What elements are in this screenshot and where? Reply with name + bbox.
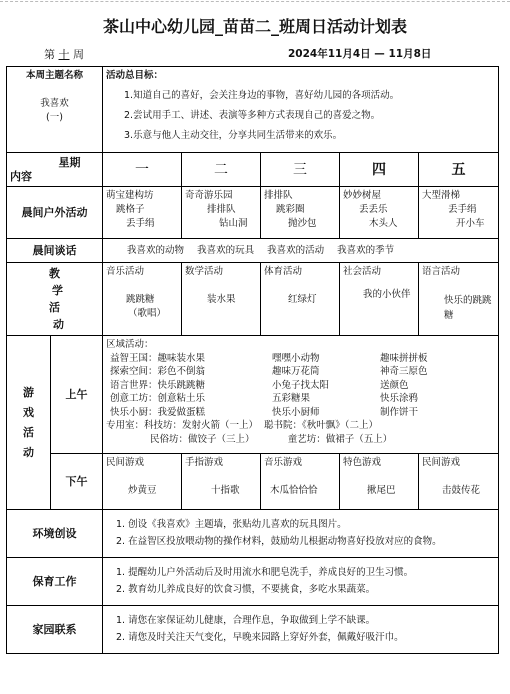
teaching-label <box>7 263 103 336</box>
teaching-content: 红绿灯 <box>288 294 317 305</box>
area-item: 神奇三原色 <box>380 366 428 377</box>
area-row <box>106 379 495 393</box>
pm-cell <box>340 454 419 510</box>
day-3: 三 <box>261 153 340 187</box>
environment-item: 1. 创设《我喜欢》主题墙，张贴幼儿喜欢的玩具图片。 <box>116 519 347 530</box>
top-dashed-line <box>0 1 510 3</box>
pm-cell <box>103 454 182 510</box>
page-title: 茶山中心幼儿园_苗苗二_班周日活动计划表 <box>102 17 407 36</box>
teaching-content: 跳跳糖 <box>126 294 155 305</box>
special-room: 专用室：科技坊：发射火箭（一上） 聪书院：《秋叶飘》（二上） <box>106 420 379 431</box>
teaching-label-char: 教 <box>49 267 60 280</box>
games-label-char: 动 <box>23 445 34 459</box>
care-label: 保育工作 <box>7 558 103 606</box>
area-item: 快乐涂鸦 <box>380 393 419 404</box>
teaching-note: （歌唱） <box>128 308 167 319</box>
area-item: 快乐小厨师 <box>272 406 320 418</box>
outdoor-area: 妙妙树屋 <box>343 190 382 201</box>
teaching-cell <box>419 263 499 336</box>
teaching-cell <box>340 263 419 336</box>
environment-label: 环境创设 <box>7 510 103 558</box>
teaching-subject: 音乐活动 <box>106 266 145 277</box>
outdoor-row <box>7 187 499 239</box>
day-1: 一 <box>103 153 182 187</box>
home-item: 2. 请您及时关注天气变化，早晚来园路上穿好外套，佩戴好吸汗巾。 <box>116 632 404 643</box>
outdoor-game: 跳彩圈 <box>276 204 305 215</box>
week-label <box>44 46 84 62</box>
outdoor-area: 排排队 <box>264 190 293 201</box>
outdoor-game: 丢手绢 <box>448 204 477 215</box>
environment-row <box>7 510 499 558</box>
teaching-subject: 语言活动 <box>422 266 461 277</box>
games-label-char: 游 <box>23 385 34 399</box>
care-item: 2. 教育幼儿养成良好的饮食习惯，不要挑食，多吃水果蔬菜。 <box>116 584 376 595</box>
goals-label: 活动总目标： <box>106 70 164 81</box>
teaching-subject: 数学活动 <box>185 266 224 277</box>
area-item: 探索空间：彩色不倒翁 <box>110 366 206 377</box>
day-4: 四 <box>340 153 419 187</box>
outdoor-cell <box>261 187 340 239</box>
home-cell <box>103 606 499 654</box>
goal-1: 1.知道自己的喜好，会关注身边的事物，喜好幼儿园的各项活动。 <box>124 90 400 101</box>
teaching-content: 我的小伙伴 <box>363 289 411 300</box>
theme-cell <box>7 67 103 153</box>
area-item: 益智王国：趣味装水果 <box>110 352 206 364</box>
pm-label: 下午 <box>51 454 103 510</box>
outdoor-cell <box>182 187 261 239</box>
area-row <box>106 392 495 406</box>
talk-item: 我喜欢的季节 <box>337 244 395 256</box>
area-row <box>106 406 495 420</box>
environment-item: 2. 在益智区投放喂动物的操作材料，鼓励幼儿根据动物喜好投放对应的食物。 <box>116 536 442 547</box>
pm-name: 十指歌 <box>211 485 240 496</box>
care-cell <box>103 558 499 606</box>
area-item: 趣味万花筒 <box>272 366 320 377</box>
area-item: 快乐小厨：我爱做蛋糕 <box>110 406 206 418</box>
corner-bottom: 内容 <box>10 169 32 183</box>
teaching-cell <box>103 263 182 336</box>
games-pm-row <box>7 454 499 510</box>
area-item: 五彩糖果 <box>272 393 311 404</box>
outdoor-cell <box>103 187 182 239</box>
games-label-char: 戏 <box>23 405 34 419</box>
teaching-label-char: 活 <box>49 301 60 314</box>
outdoor-label: 晨间户外活动 <box>7 187 103 239</box>
plan-table <box>6 66 499 654</box>
area-item: 送颜色 <box>380 379 409 391</box>
care-item: 1. 提醒幼儿户外活动后及时用流水和肥皂洗手，养成良好的卫生习惯。 <box>116 567 414 578</box>
theme-row <box>7 67 499 153</box>
pm-type: 民间游戏 <box>422 457 461 468</box>
week-suffix: 周 <box>73 48 84 61</box>
teaching-content: 快乐的跳跳糖 <box>444 295 492 321</box>
area-item: 小兔子找太阳 <box>272 379 330 391</box>
area-title: 区域活动： <box>106 339 154 350</box>
talk-cell <box>103 239 499 263</box>
area-item: 趣味拼拼板 <box>380 352 428 364</box>
home-item: 1. 请您在家保证幼儿健康，合理作息，争取做到上学不缺课。 <box>116 615 376 626</box>
talk-row <box>7 239 499 263</box>
outdoor-game: 排排队 <box>207 204 236 215</box>
pm-cell <box>182 454 261 510</box>
area-item: 制作饼干 <box>380 406 419 418</box>
teaching-subject: 体育活动 <box>264 266 303 277</box>
week-prefix: 第 <box>44 48 55 61</box>
outdoor-cell <box>340 187 419 239</box>
teaching-subject: 社会活动 <box>343 266 382 277</box>
special-room: 民俗坊：做饺子（三上） 童艺坊：做裙子（五上） <box>150 433 393 445</box>
pm-name: 揪尾巴 <box>367 485 396 496</box>
environment-cell <box>103 510 499 558</box>
pm-name: 击鼓传花 <box>442 485 481 496</box>
day-header-row <box>7 153 499 187</box>
teaching-label-char: 学 <box>52 284 63 297</box>
pm-type: 音乐游戏 <box>264 457 303 468</box>
area-row <box>106 365 495 379</box>
teaching-content: 装水果 <box>207 294 236 305</box>
pm-type: 特色游戏 <box>343 457 382 468</box>
area-item: 嘿嘿小动物 <box>272 352 320 364</box>
day-2: 二 <box>182 153 261 187</box>
outdoor-game: 开小车 <box>456 218 485 229</box>
outdoor-game: 钻山洞 <box>219 218 248 229</box>
home-row <box>7 606 499 654</box>
talk-item: 我喜欢的活动 <box>267 244 325 256</box>
talk-label: 晨间谈话 <box>7 239 103 263</box>
games-label <box>7 336 51 510</box>
pm-name: 木瓜恰恰恰 <box>270 485 318 496</box>
pm-type: 手指游戏 <box>185 457 224 468</box>
date-range: 2024年11月4日 — 11月8日 <box>288 48 432 60</box>
outdoor-game: 木头人 <box>369 218 398 229</box>
theme-sub: (一) <box>46 112 63 123</box>
corner-top: 星期 <box>58 155 81 169</box>
area-item: 语言世界：快乐跳跳糖 <box>110 379 206 391</box>
theme-label: 本周主题名称 <box>26 70 84 81</box>
goal-3: 3.乐意与他人主动交往，分享共同生活带来的欢乐。 <box>124 130 343 141</box>
games-label-char: 活 <box>23 425 34 439</box>
goals-cell <box>103 67 499 153</box>
outdoor-area: 萌宝建构坊 <box>106 190 154 201</box>
outdoor-area: 奇奇游乐园 <box>185 190 233 201</box>
am-label: 上午 <box>51 336 103 454</box>
area-row <box>106 352 495 366</box>
care-row <box>7 558 499 606</box>
pm-cell <box>261 454 340 510</box>
talk-item: 我喜欢的动物 <box>127 244 185 256</box>
outdoor-area: 大型滑梯 <box>422 190 461 201</box>
goal-2: 2.尝试用手工、讲述、表演等多种方式表现自己的喜爱之物。 <box>124 110 381 121</box>
day-5: 五 <box>419 153 499 187</box>
pm-type: 民间游戏 <box>106 457 145 468</box>
games-am-row <box>7 336 499 454</box>
teaching-label-char: 动 <box>53 318 64 331</box>
outdoor-cell <box>419 187 499 239</box>
teaching-cell <box>182 263 261 336</box>
outdoor-game: 丢手绢 <box>126 218 155 229</box>
pm-cell <box>419 454 499 510</box>
area-cell <box>103 336 499 454</box>
corner-cell <box>7 153 103 187</box>
theme-name: 我喜欢 <box>40 98 69 109</box>
area-item: 创意工坊：创意粘土乐 <box>110 393 206 404</box>
talk-item: 我喜欢的玩具 <box>197 244 255 256</box>
teaching-cell <box>261 263 340 336</box>
home-label: 家园联系 <box>7 606 103 654</box>
outdoor-game: 丢丢乐 <box>359 204 388 215</box>
outdoor-game: 跳格子 <box>116 204 145 215</box>
outdoor-game: 抛沙包 <box>288 218 317 229</box>
pm-name: 炒黄豆 <box>128 485 157 496</box>
teaching-row <box>7 263 499 336</box>
week-number: 十 <box>58 48 70 61</box>
